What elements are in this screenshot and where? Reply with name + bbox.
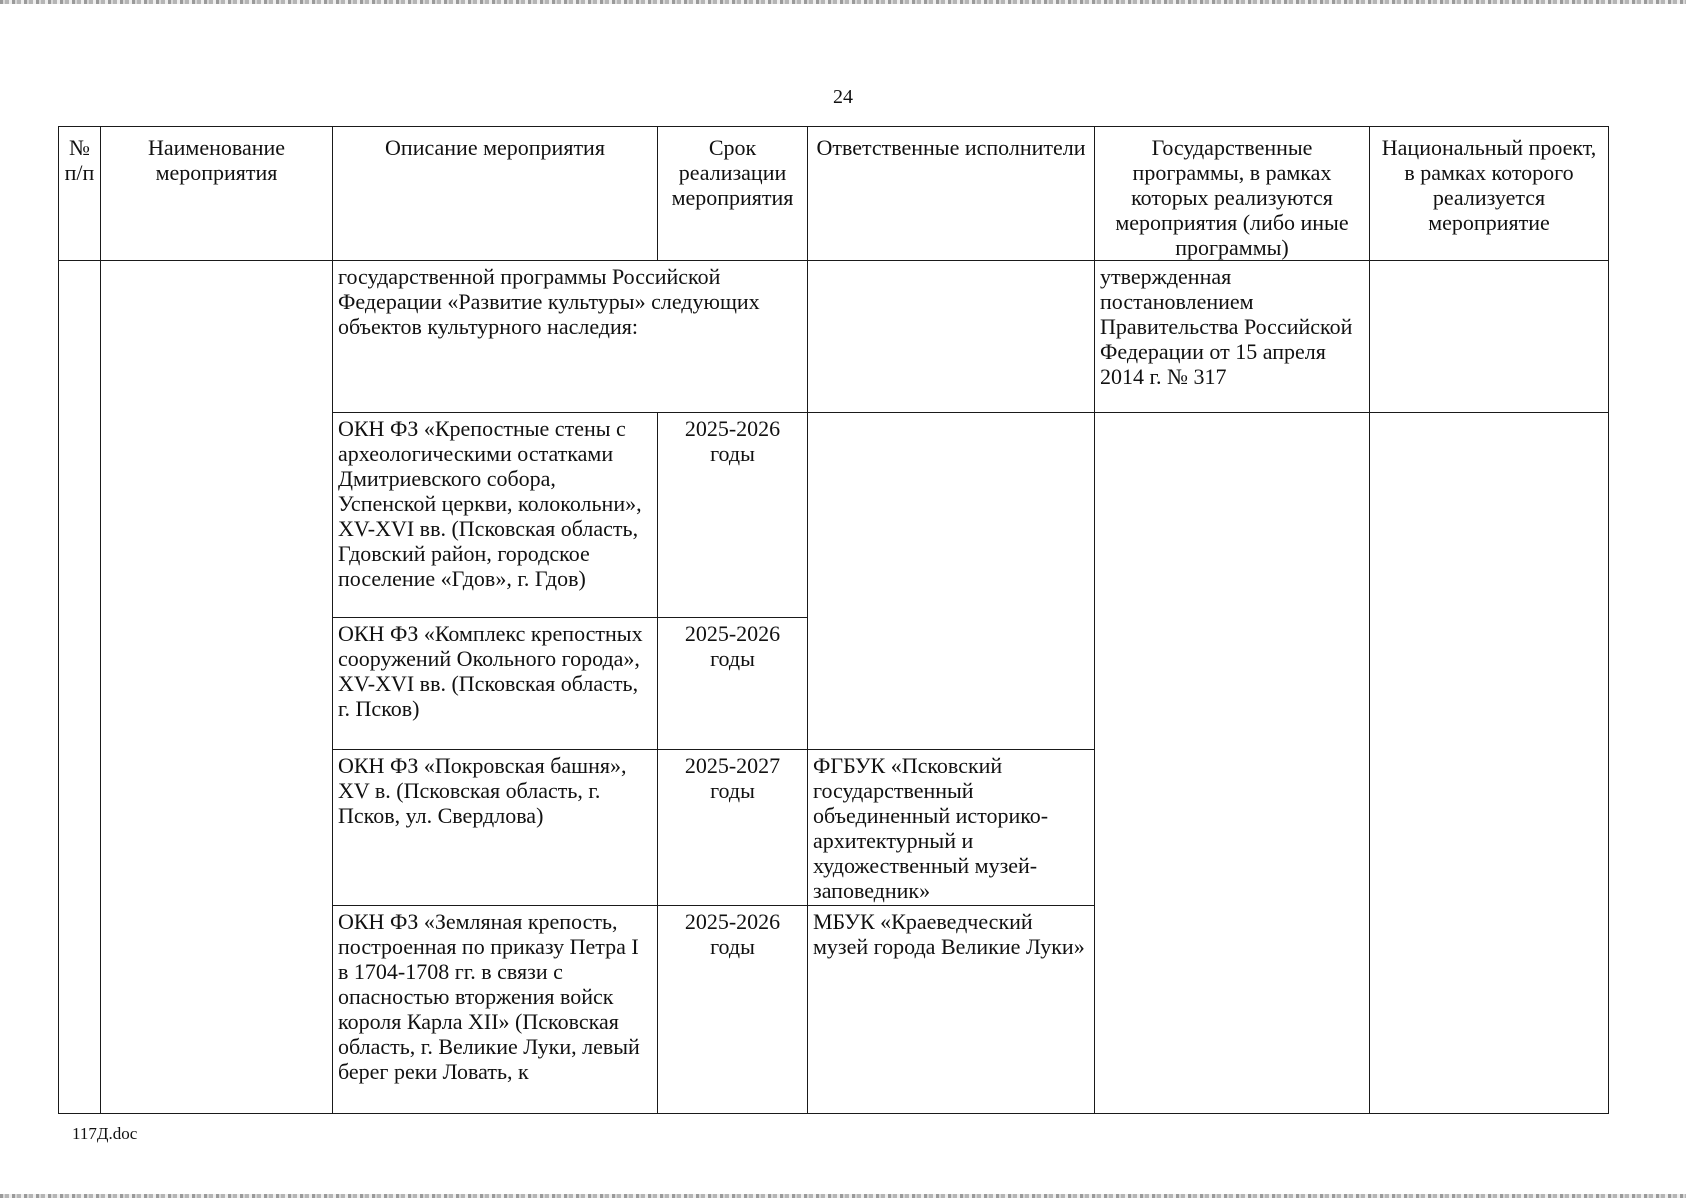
cell-national-project-empty [1370, 413, 1609, 1114]
cell-number [59, 261, 101, 1114]
cell-object-period: 2025-2026 годы [658, 618, 808, 750]
cell-responsible-empty [808, 261, 1095, 413]
header-programs: Государственные программы, в рамках которых реализуются мероприятия (либо иные программы) [1095, 127, 1370, 261]
table-header-row [59, 127, 1609, 261]
cell-programs-empty [1095, 413, 1370, 1114]
cell-object-description: ОКН ФЗ «Покровская башня», XV в. (Псковская область, г. Псков, ул. Свердлова) [333, 750, 658, 906]
cell-object-period: 2025-2026 годы [658, 906, 808, 1114]
cell-object-responsible: ФГБУК «Псковский государственный объединенный историко-архитектурный и художественный музей-заповедник» [808, 750, 1095, 906]
cell-description-continuation: государственной программы Российской Федерации «Развитие культуры» следующих объектов культурного наследия: [333, 261, 808, 413]
cell-responsible-empty [808, 413, 1095, 750]
cell-object-description: ОКН ФЗ «Комплекс крепостных сооружений Окольного города», XV-XVI вв. (Псковская область, г. Псков) [333, 618, 658, 750]
page-number: 24 [833, 86, 853, 108]
header-period: Срок реализации мероприятия [658, 127, 808, 261]
header-number: № п/п [59, 127, 101, 261]
cell-object-description: ОКН ФЗ «Земляная крепость, построенная по приказу Петра I в 1704-1708 гг. в связи с опасностью вторжения войск короля Карла XII» (Псковская область, г. Великие Луки, левый берег реки Ловать, к [333, 906, 658, 1114]
cell-object-period: 2025-2027 годы [658, 750, 808, 906]
scan-top-edge [0, 0, 1686, 4]
header-national-project: Национальный проект, в рамках которого реализуется мероприятие [1370, 127, 1609, 261]
events-table [58, 126, 1609, 1114]
cell-name [101, 261, 333, 1114]
header-responsible: Ответственные исполнители [808, 127, 1095, 261]
footer-filename: 117Д.doc [72, 1124, 138, 1143]
header-description: Описание мероприятия [333, 127, 658, 261]
cell-programs-continuation: утвержденная постановлением Правительства Российской Федерации от 15 апреля 2014 г. № 317 [1095, 261, 1370, 413]
cell-national-project-empty [1370, 261, 1609, 413]
scan-bottom-edge [0, 1194, 1686, 1198]
cell-object-period: 2025-2026 годы [658, 413, 808, 618]
table-row [59, 261, 1609, 413]
cell-object-responsible: МБУК «Краеведческий музей города Великие Луки» [808, 906, 1095, 1114]
header-name: Наименование мероприятия [101, 127, 333, 261]
cell-object-description: ОКН ФЗ «Крепостные стены с археологическими остатками Дмитриевского собора, Успенской церкви, колокольни», XV-XVI вв. (Псковская область, Гдовский район, городское поселение «Гдов», г. Гдов) [333, 413, 658, 618]
